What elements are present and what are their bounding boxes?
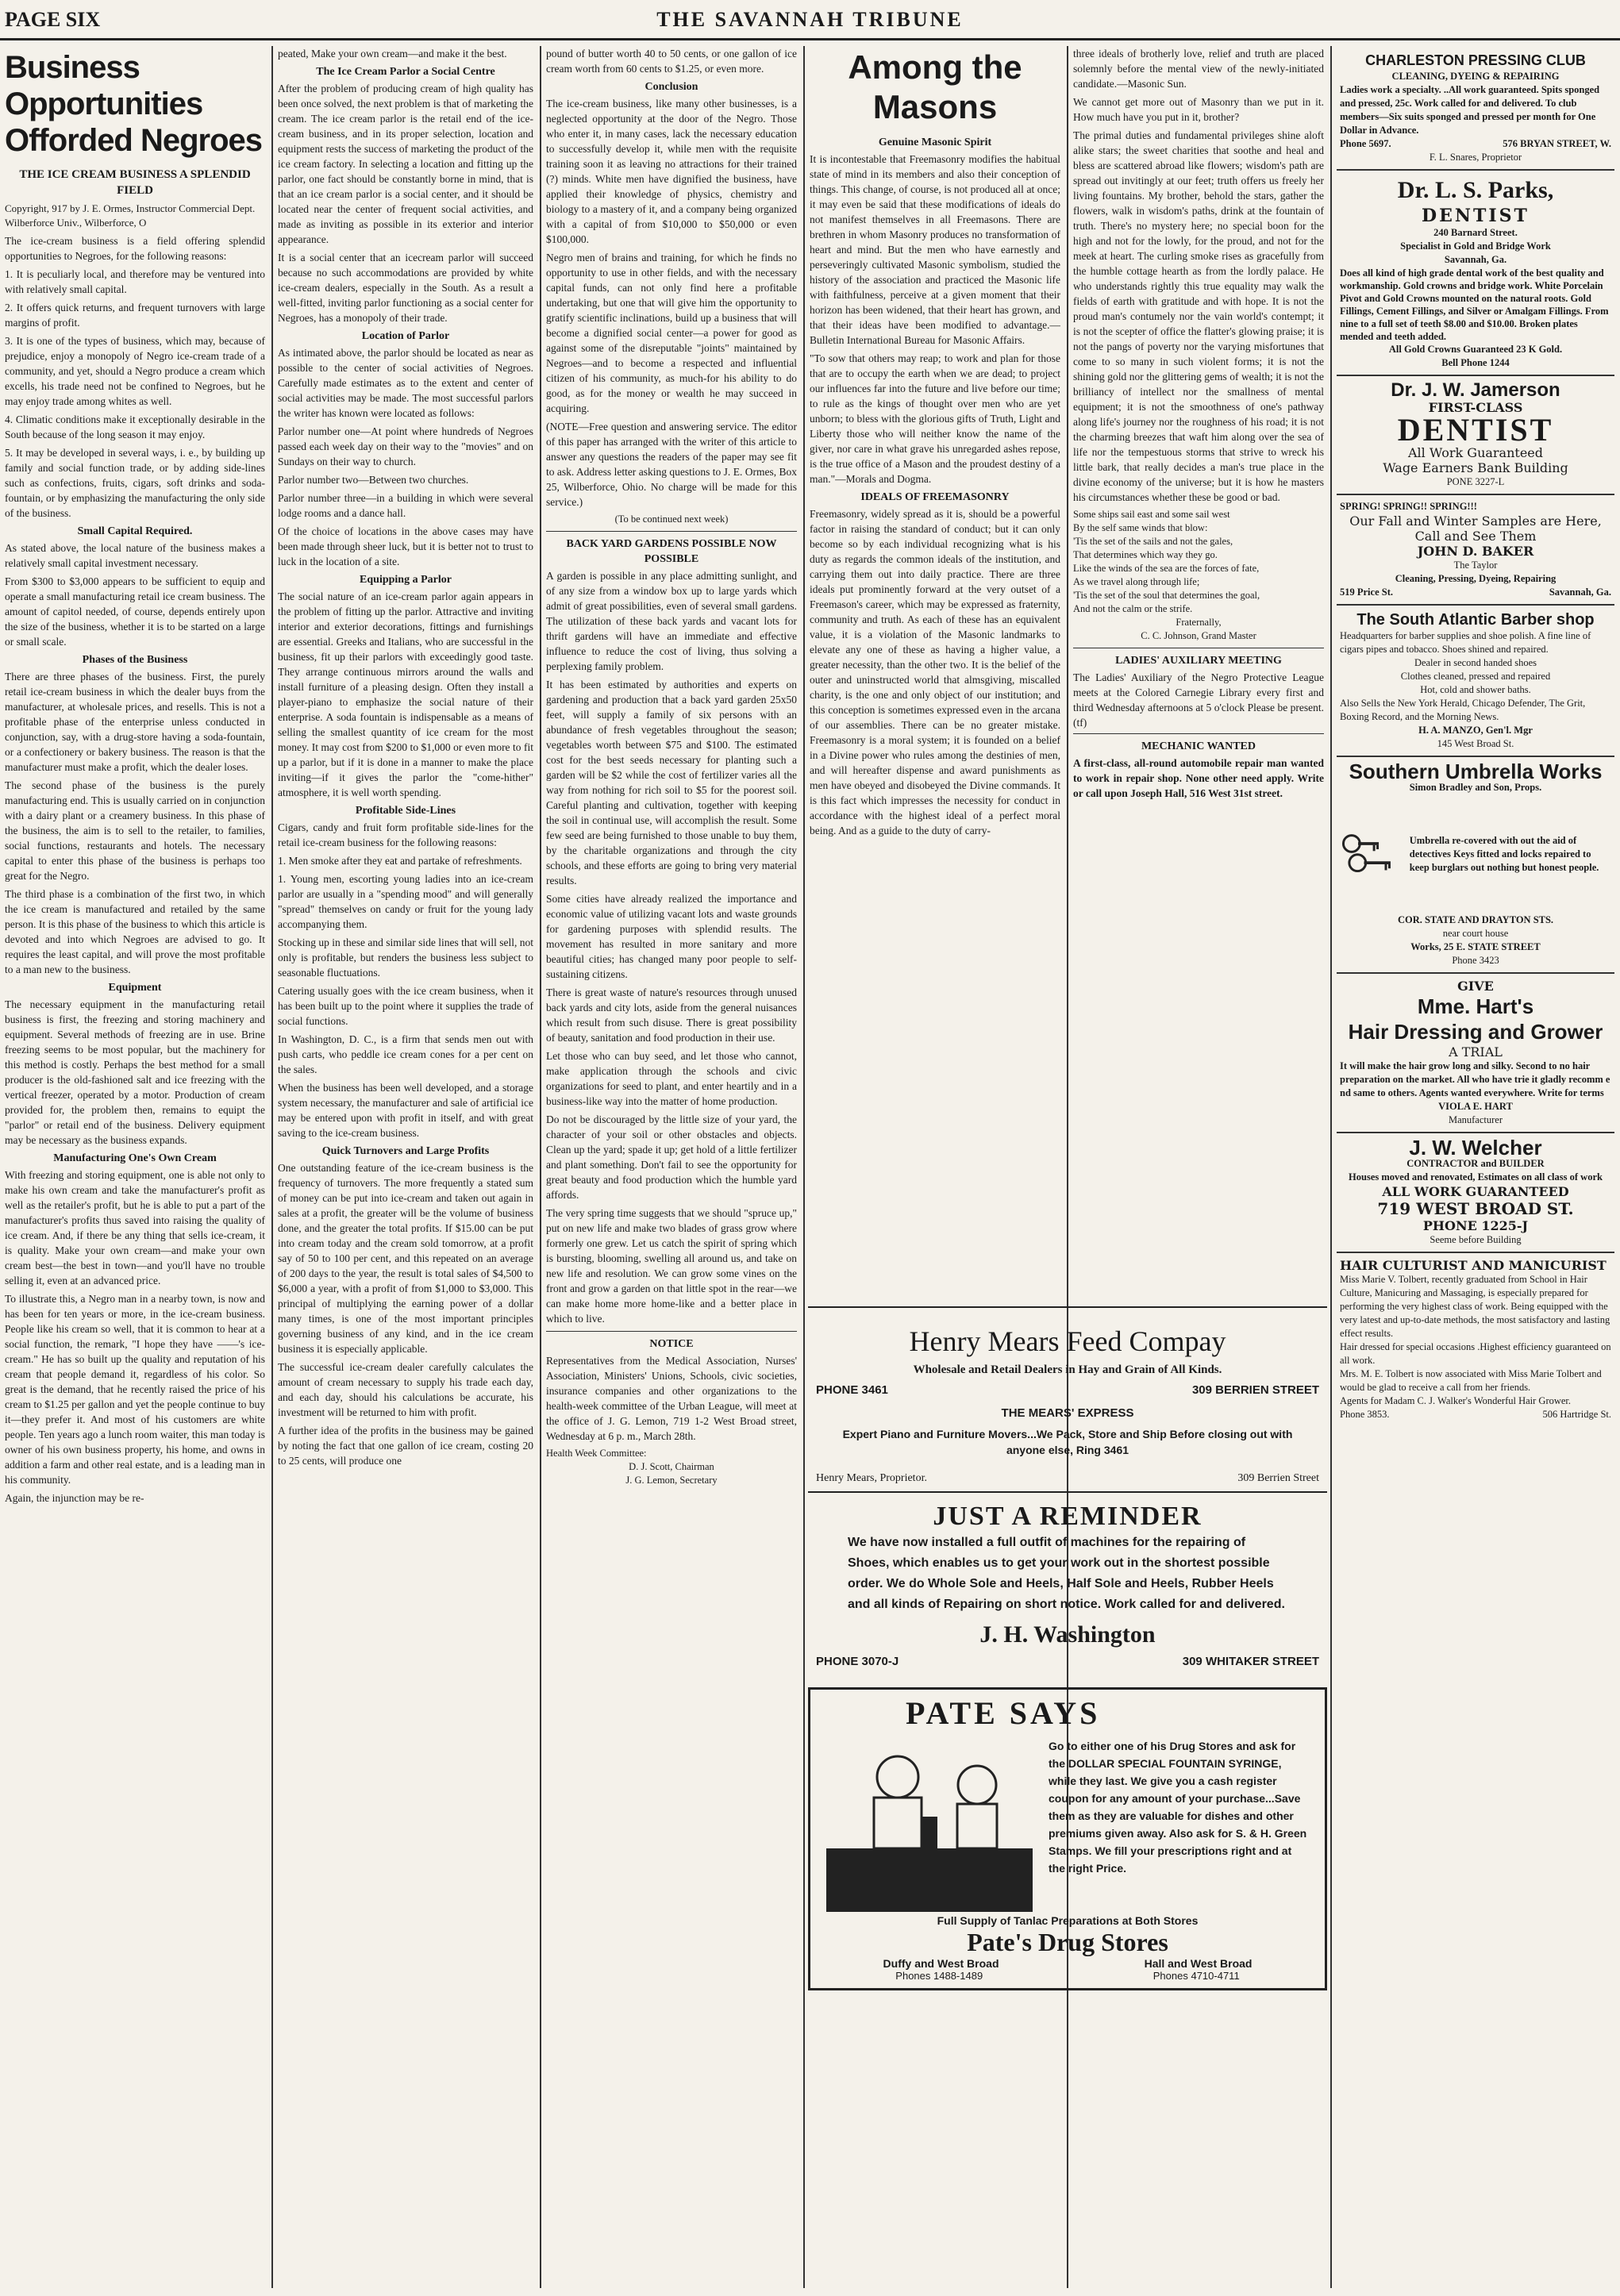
continued-note: (To be continued next week) — [614, 513, 729, 525]
ad-text: Expert Piano and Furniture Movers...We Pack, Store and Ship Before closing out with anyone else, Ring 3461 — [842, 1428, 1293, 1456]
ad-phone: PHONE 1225-J — [1422, 1218, 1529, 1233]
ad-address: Works, 25 E. STATE STREET — [1410, 941, 1541, 952]
committee-title: Health Week Committee: — [546, 1448, 647, 1459]
column-rule — [271, 46, 273, 2288]
ad-phones — [810, 1970, 1325, 1982]
reminder-ad — [808, 1491, 1327, 1676]
paragraph: Stocking up in these and similar side lines that will sell, not only is profitable, but renders the business less subject to seasonable fluctuations. — [278, 936, 533, 979]
paragraph: As stated above, the local nature of the business makes a relatively small capital investment necessary. — [5, 542, 265, 569]
section-heading: LADIES' AUXILIARY MEETING — [1073, 648, 1324, 668]
byline: Copyright, 917 by J. E. Ormes, Instructor Commercial Dept. Wilberforce Univ., Wilberforce, O — [5, 202, 256, 229]
paragraph: As intimated above, the parlor should be located as near as possible to the center of social activities of Negroes. Carefully made estimates as to the extent and center of social activities may be made. The most successful parlors the writer has known were located as follows: — [278, 347, 533, 419]
article-headline: Business Opportunities Offorded Negroes — [5, 50, 263, 158]
paragraph: pound of butter worth 40 to 50 cents, or one gallon of ice cream worth from 60 cents to $1.25, or even more. — [546, 48, 797, 75]
poem-line: 'Tis the set of the soul that determines the goal, — [1073, 590, 1260, 601]
section-heading: Equipment — [108, 982, 162, 994]
paragraph: peated, Make your own cream—and make it the best. — [278, 48, 507, 60]
ad-address: 240 Barnard Street. — [1433, 227, 1518, 238]
paragraph: A further idea of the profits in the business may be gained by noting the fact that one gallon of ice cream, costing 20 to 25 cents, will produce one — [278, 1425, 533, 1467]
ad-title: J. W. Welcher — [1409, 1136, 1542, 1160]
paragraph: After the problem of producing cream of high quality has been once solved, the next problem is that of marketing the cream. The ice cream parlor is the retail end of the ice-cream business, and in its proper selection, location and equipment rests the success of marketing the product of the ice cream factory. In selecting a location and fitting up the parlor, one fact should be constantly borne in mind, that is that an ice cream parlor is a social center, and it should be located near the center of frequent social activities, and made as inviting as possible in its exterior and interior appearance. — [278, 83, 533, 245]
section-heading: IDEALS OF FREEMASONRY — [860, 491, 1010, 503]
paragraph: 3. It is one of the types of business, which may, because of prejudice, enjoy a monopoly of Negro ice-cream trade of a community, and yet, should a Negro produce a cream which excells, his trade need not be confined to Negroes, but he may enjoy trade among whites as well. — [5, 335, 265, 407]
ad-proprietor-address: 309 Berrien Street — [1237, 1472, 1319, 1484]
ad-contact-row — [816, 1655, 1319, 1668]
paragraph: The necessary equipment in the manufacturing retail business is first, the freezing and storing machinery and equipment. Several methods of freezing are in use. Brine freezing seems to be most popular, but the machinery for this method is costly. Perhaps the best method for a small producer is the old-fashioned salt and ice freezing with the vertical freezer, operated by a motor. Production of cream provided for, the problem then, remains to equipt the "parlor" or retail end of the business. Delivery equipment may be necessary as the business expands. — [5, 998, 265, 1146]
paragraph: From $300 to $3,000 appears to be sufficient to equip and operate a small manufacturing retail ice cream business. The amount of capitol needed, of course, depends entirely upon the size of the business, whether it is to be started on a large or small scale. — [5, 575, 265, 648]
charleston-pressing-ad — [1337, 46, 1614, 169]
ad-location: Duffy and West Broad — [883, 1957, 999, 1970]
ad-title: The South Atlantic Barber shop — [1356, 611, 1595, 629]
ad-city: Savannah, Ga. — [1444, 254, 1507, 265]
ad-heading: DENTIST — [1397, 412, 1554, 448]
ad-proprietor: Henry Mears, Proprietor. — [816, 1472, 927, 1484]
section-heading: Phases of the Business — [82, 654, 188, 666]
ad-subtitle: The Taylor — [1453, 560, 1498, 571]
ad-title: Southern Umbrella Works — [1349, 760, 1603, 783]
ad-name: JOHN D. BAKER — [1417, 544, 1534, 559]
poem-line: And not the calm or the strife. — [1073, 603, 1193, 614]
ad-body — [1340, 794, 1611, 913]
section-heading: Quick Turnovers and Large Profits — [321, 1145, 490, 1157]
paragraph: The ice-cream business, like many other businesses, is a neglected opportunity at the door of the Negro. Those who enter it, in many cases, lack the necessary education to successfully develop it, while men with the requisite training soon it as leaving no attractions for their trained (?) minds. White men have dignified the business, have applied their knowledge of physics, chemistry and biology to a mastery of it, and a company being organized with a capital of from $10,000 to $50,000 or even $100,000. — [546, 98, 797, 245]
ad-address: 309 WHITAKER STREET — [1182, 1655, 1319, 1668]
ad-location: COR. STATE AND DRAYTON STS. — [1397, 914, 1554, 925]
section-heading: Small Capital Required. — [77, 525, 193, 537]
section-heading: NOTICE — [546, 1331, 797, 1352]
ad-contact-row — [1340, 1408, 1611, 1421]
column-3 — [546, 46, 797, 2288]
paragraph: 1. Men smoke after they eat and partake of refreshments. — [278, 855, 522, 867]
article-subhead: THE ICE CREAM BUSINESS A SPLENDID FIELD — [19, 168, 251, 197]
ad-text: Does all kind of high grade dental work of the best quality and workmanship. Gold crowns and bridge work. White Porcelain Pivot and Gold Crowns mounted on the natural roots. Gold Fillings, Cement Fillings, and Silver or Amalgam Fillings. From nine to a full set of teeth $8.00 and $10.00. Broken plates mended and teeth added. — [1340, 267, 1609, 342]
ad-phone: PHONE 3461 — [816, 1383, 888, 1397]
ad-line: Dealer in second handed shoes — [1414, 657, 1537, 668]
paragraph: Negro men of brains and training, for which he finds no opportunity to use in other fields, and with the necessary capital funds, can not only find here a profitable undertaking, but one that will give him the opportunity to gratify scientific inclinations, build up a business that will become a dignified social center—a power for good as against some of the disreputable "joints" maintained by Negroes—and to become a respected and influential citizen of his community, as much-for his ability to do good, as for the money or wealth he may succeed in acquiring. — [546, 252, 797, 414]
paragraph: The social nature of an ice-cream parlor again appears in the problem of fitting up the parlor. Attractive and inviting interior and exterior decorations, fittings and furnishings are essential. Greeks and Italians, who are successful in the business, fit up their parlors with exceedingly good taste. They arrange continuous mirrors around the walls and install furniture of a pleasing design. Often they install a player-piano to emphasize the social nature of their enterprise. A soda fountain is indispensable as a means of selling the smallest quantity of ice cream for the most money. It may cost from $200 to $1,000 or even more to fit up a parlor, but if it is done in a manner to make the place inviting—if it gives the parlor the "come-hither" atmosphere, it is well worth spending. — [278, 590, 533, 798]
paragraph: Let those who can buy seed, and let those who cannot, make application through the schools and civic organizations for seed to plant, and enter heartily and in a business-like way into the matter of home production. — [546, 1050, 797, 1107]
ad-guarantee: All Gold Crowns Guaranteed 23 K Gold. — [1388, 344, 1563, 355]
ad-subtitle: CLEANING, DYEING & REPAIRING — [1391, 71, 1560, 82]
ad-phone: Phone 3423 — [1452, 955, 1499, 966]
ad-phone: Phones 1488-1489 — [895, 1970, 983, 1982]
paragraph: (NOTE—Free question and answering service. The editor of this paper has arranged with the writer of this article to answer any questions the readers of the paper may see fit to ask. Address letter asking questions to J. E. Ormes, Box 25, Wilberforce, Ohio. No charge will be made for this service.) — [546, 421, 797, 508]
paragraph: Of the choice of locations in the above cases may have been made through sheer luck, but it is better not to trust to luck in the location of a site. — [278, 525, 533, 567]
ad-kicker: GIVE — [1457, 979, 1494, 994]
section-heading: MECHANIC WANTED — [1073, 733, 1324, 754]
paragraph: 2. It offers quick returns, and frequent turnovers with large margins of profit. — [5, 302, 265, 329]
paragraph: 5. It may be developed in several ways, i. e., by building up family and social function trade, or by adding side-lines such as confections, fruits, cigars, soft drinks and soda-fountain, or by emphasizing the manufacturing the only side of the business. — [5, 447, 265, 519]
paragraph: We cannot get more out of Masonry than we put in it. How much have you put in it, brother? — [1073, 96, 1324, 123]
ad-address: 506 Hartridge St. — [1542, 1409, 1611, 1420]
ad-proprietor-row — [816, 1472, 1319, 1485]
ad-title: JUST A REMINDER — [933, 1502, 1202, 1531]
newspaper-name: THE SAVANNAH TRIBUNE — [656, 8, 964, 31]
column-6-ads — [1337, 46, 1614, 2288]
poem-author: C. C. Johnson, Grand Master — [1141, 630, 1256, 641]
column-1 — [5, 46, 265, 2288]
parks-dentist-ad — [1337, 169, 1614, 375]
section-heading: Genuine Masonic Spirit — [878, 137, 992, 148]
section-heading: Manufacturing One's Own Cream — [53, 1152, 217, 1164]
ad-text: Go to either one of his Drug Stores and ask for the DOLLAR SPECIAL FOUNTAIN SYRINGE, while they last. We give you a cash register coupon for any amount of your purchase...Save them as they are valuable for dishes and other premiums given away. Also ask for S. & H. Green Stamps. We fill your prescriptions right and at the right Price. — [1049, 1740, 1307, 1875]
paragraph: Cigars, candy and fruit form profitable side-lines for the retail ice-cream business for the following reasons: — [278, 821, 533, 848]
ad-call: A TRIAL — [1449, 1044, 1503, 1060]
paragraph: 4. Climatic conditions make it exceptionally desirable in the South because of the long season it may enjoy. — [5, 413, 265, 440]
column-2 — [278, 46, 533, 2288]
paragraph: The Ladies' Auxiliary of the Negro Protective League meets at the Colored Carnegie Library every first and third Wednesday afternoons at 5 o'clock Please be present. (tf) — [1073, 671, 1324, 729]
section-heading: Profitable Side-Lines — [355, 805, 456, 817]
paragraph: A garden is possible in any place admitting sunlight, and of any size from a window box up to large yards which admit of great possibilities, even of several small gardens. The utilization of these back yards and vacant lots for thrift gardens will have an immediate and effective influence to reduce the cost of living, thus solving a perplexing family problem. — [546, 570, 797, 672]
ad-title: CHARLESTON PRESSING CLUB — [1365, 52, 1586, 68]
paragraph: It has been estimated by authorities and experts on gardening and production that a back yard garden 25x50 feet, will supply a family of six persons with an abundance of fresh vegetables throughout the season; vegetables worth between $75 and $100. The estimated cost for the best seeds necessary for planting such a garden will be $2 while the cost of fertilizer varies all the way from nothing for rich soil to $5 for the poorest soil. Careful planting and cultivation, together with keeping the soil in continual use, will accomplish the result. Some few seed are being furnished to those unable to buy them, by the charitable organizations and through the city schools, and these efforts are going to bring very material results. — [546, 679, 797, 886]
paragraph: three ideals of brotherly love, relief and truth are placed solemnly before the mental view of the newly-initiated candidate.—Masonic Sun. — [1073, 48, 1324, 90]
ad-subtitle: CONTRACTOR and BUILDER — [1406, 1158, 1545, 1169]
paragraph: Again, the injunction may be re- — [5, 1492, 144, 1504]
ad-address: 719 WEST BROAD ST. — [1377, 1199, 1574, 1218]
advertisement-block — [808, 1306, 1327, 1982]
umbrella-works-ad — [1337, 756, 1614, 972]
paragraph: Representatives from the Medical Association, Nurses' Association, Ministers' Unions, Schools, civic societies, insurance companies and other organizations to the health-week committee of the Urban League, will meet at the office of J. G. Lemon, 719 1-2 West Broad street, Wednesday at 6 p. m., March 28th. — [546, 1355, 797, 1442]
ad-phone: Phone 3853. — [1340, 1409, 1390, 1420]
paragraph: Freemasonry, widely spread as it is, should be a powerful factor in raising the standard of conduct; but it can only become so by each individual recognizing what is his duty as regards the common ideals of the institution, and carrying them out into daily practice. There are three ideals put prominently forward at the very outset of a Freemason's career, which may be expressed as fraternity, community and truth. As each of these has an equivalent value, it is a violation of the Masonic landmarks to elevate any one of these as having a higher value, a greater necessity, than the other two. It is the belief of the outer and uninstructed world that almsgiving, miscalled charity, is the one and only object of our institution; and this conception is sometimes expressed even in the arcana of our assemblies. There can be no greater mistake. Freemasonry is a moral system; it is founded on a belief in a Divine power who rules among the destinies of men, and will hereafter dispense and award punishments as men have obeyed and disobeyed the Divine commands. It is this fact which impresses the necessity for conduct in accordance with the highest ideal of a perfect moral being. And as a guide to the duty of carry- — [810, 508, 1060, 836]
poem-line: As we travel along through life; — [1073, 576, 1200, 587]
ad-text: Miss Marie V. Tolbert, recently graduated from School in Hair Culture, Manicuring and Massaging, is especially prepared for performing the very highest class of work. Being equipped with the very latest and up-to-date methods, the most satisfactory and lasting effect results. — [1340, 1274, 1610, 1339]
ad-name: VIOLA E. HART — [1438, 1101, 1513, 1112]
ad-contact-row — [1340, 586, 1611, 599]
ad-text: All Work Guaranteed — [1407, 445, 1544, 460]
ad-subtitle: DENTIST — [1422, 206, 1530, 226]
committee-member: D. J. Scott, Chairman — [629, 1461, 714, 1472]
paragraph: Do not be discouraged by the little size of your yard, the character of your soil or other obstacles and objects. Clean up the yard; spade it up; get hold of a little fertilizer and plant something. Don't fail to see the opportunity for great beauty and food production which the humble yard affords. — [546, 1113, 797, 1201]
section-heading: The Ice Cream Parlor a Social Centre — [316, 66, 495, 78]
ad-store-name: Pate's Drug Stores — [967, 1928, 1168, 1956]
paragraph: The third phase is a combination of the first two, in which the ice cream is manufactured and retailed by the same person. It is this phase of the business to which this article is devoted and into which Negroes are advised to go. It requires the least capital, and will prove the most profitable to a man new to the business. — [5, 888, 265, 975]
paragraph: When the business has been well developed, and a storage system necessary, the manufacturer and sale of artificial ice may be entered upon with profit in itself, and with great saving to the ice-cream business. — [278, 1082, 533, 1139]
ad-guarantee: ALL WORK GUARANTEED — [1382, 1184, 1569, 1199]
column-rule — [1330, 46, 1332, 2288]
ad-text: Mrs. M. E. Tolbert is now associated with Miss Marie Tolbert and would be glad to receive a call from her friends. — [1340, 1368, 1602, 1393]
ad-specialty: Specialist in Gold and Bridge Work — [1400, 240, 1551, 252]
column-rule — [803, 46, 805, 2288]
paragraph: The successful ice-cream dealer carefully calculates the amount of cream necessary to supply his trade each day, and each day, should his calculations be accurate, his investment will be returned to him with profit. — [278, 1361, 533, 1418]
ad-text: Our Fall and Winter Samples are Here, Call and See Them — [1349, 513, 1602, 544]
ad-phone: Phones 4710-4711 — [1152, 1970, 1240, 1982]
keys-icon — [1340, 794, 1405, 913]
paragraph: 1. Young men, escorting young ladies into an ice-cream parlor are usually in a "spending mood" and will generally "spread" themselves on candy or fruit for the young lady accompanying them. — [278, 873, 533, 930]
ad-line: Hot, cold and shower baths. — [1420, 684, 1531, 695]
tolbert-hair-ad — [1337, 1252, 1614, 1426]
ad-title: Mme. Hart's — [1417, 994, 1534, 1018]
paragraph: "To sow that others may reap; to work and plan for those that are to occupy the earth when we are dead; to project our influences far into the future and live before our time; to rule as the kings of thought over men who are yet unborn; to bless with the glorious gifts of Truth, Light and Liberty those who will neither know the name of the giver, nor care in what grave his unregarded ashes repose, is the true office of a Mason and the proudest destiny of a man."—Morals and Dogma. — [810, 352, 1060, 485]
ad-phone: Bell Phone 1244 — [1441, 357, 1510, 368]
baker-tailor-ad — [1337, 494, 1614, 604]
poem-signoff: Fraternally, — [1176, 617, 1222, 628]
ad-title: Dr. J. W. Jamerson — [1391, 379, 1560, 401]
hart-hair-ad — [1337, 972, 1614, 1132]
ad-services: Cleaning, Pressing, Dyeing, Repairing — [1395, 573, 1557, 584]
ad-phone: PONE 3227-L — [1446, 476, 1505, 487]
ad-supply-note: Full Supply of Tanlac Preparations at Both Stores — [937, 1914, 1199, 1927]
ad-locations — [810, 1957, 1325, 1970]
welcher-builder-ad — [1337, 1132, 1614, 1252]
section-heading: BACK YARD GARDENS POSSIBLE NOW POSSIBLE — [546, 531, 797, 567]
ad-address: 309 BERRIEN STREET — [1191, 1383, 1319, 1397]
ad-tagline: Seeme before Building — [1430, 1234, 1522, 1245]
ad-phone: PHONE 3070-J — [816, 1655, 899, 1668]
ad-text: Houses moved and renovated, Estimates on all class of work — [1349, 1171, 1603, 1183]
pharmacist-illustration — [826, 1737, 1033, 1912]
mears-ad — [808, 1306, 1327, 1491]
section-heading: Equipping a Parlor — [360, 574, 452, 586]
ad-text: Hair dressed for special occasions .Highest efficiency guaranteed on all work. — [1340, 1341, 1611, 1366]
ad-title: SPRING! SPRING!! SPRING!!! — [1340, 501, 1477, 512]
paragraph: Parlor number three—in a building in which were several lodge rooms and a dance hall. — [278, 492, 533, 519]
paragraph: There is great waste of nature's resources through unused back yards and city lots, aside from the general nuisances which result from such disuse. There is great possibility of beauty, sanitation and food production in their use. — [546, 986, 797, 1044]
poem-line: Some ships sail east and some sail west — [1073, 509, 1230, 520]
ad-manager: H. A. MANZO, Gen'l. Mgr — [1418, 725, 1533, 736]
ad-role: Manufacturer — [1448, 1114, 1503, 1125]
ad-subtitle: Hair Dressing and Grower — [1348, 1020, 1603, 1044]
ad-title: PATE SAYS — [906, 1695, 1101, 1731]
poem-line: That determines which way they go. — [1073, 549, 1218, 560]
section-heading: Location of Parlor — [361, 330, 450, 342]
section-headline: Among the Masons — [848, 48, 1022, 125]
committee-member: J. G. Lemon, Secretary — [625, 1475, 718, 1486]
paragraph: The primal duties and fundamental privileges shine aloft alike stars; the sweet charities that soothe and heal and bless are scattered abroad like flowers; wisdom's path are spread out invitingly at our feet; truth offers us freely her living fountains. My brother, behold the stars, gather the flowers, walk in wisdom's paths, drink at the fountain of truth. There's no mystery here; no special boon for the high and not for the lowly, for the proud, and not for the meek at heart. The curling smoke rises as gracefully from the humble cottage hearth as from the lordly palace. He who understands rightly this true equality may walk the fields of earth with gratitude and with hope. It is not the proud man's contumely nor the vain world's contempt; it is not the scepter of office the flatter's glowing praise; it is not the pangs of poverty nor the varying misfortunes that come to so many in such violent forms; it is not the shining gold nor the glittering gems of wealth; it is not the brilliancy of intellect nor the smallness of mental equipment; it is not the smoothness of one's pathway along life's journey nor the roughness of his road; it is not the charming breezes that waft him along over the sea of life nor the tempestuous storms that strive to wreck his little bark, that really decides a man's true place in the divine economy of the universe; but it is how he masters his circumstances whether these be good or bad. — [1073, 129, 1324, 503]
ad-location: Hall and West Broad — [1144, 1957, 1253, 1970]
ad-address: Wage Earners Bank Building — [1383, 460, 1568, 475]
ad-subtitle: Wholesale and Retail Dealers in Hay and Grain of All Kinds. — [913, 1363, 1222, 1376]
paragraph: The very spring time suggests that we should "spruce up," put on new life and make two blades of grass grow where formerly one grew. Let us catch the spirit of spring which is bursting, blooming, swelling all around us, and take on new life and resolution. We can grow some vines on the front and grow a garden on that little spot in the rear—we can make home more home-like and a better place in which to live. — [546, 1207, 797, 1325]
ad-title: Dr. L. S. Parks, — [1397, 177, 1554, 203]
paragraph: Parlor number two—Between two churches. — [278, 474, 469, 486]
ad-section-title: THE MEARS' EXPRESS — [1001, 1406, 1134, 1420]
poem-line: By the self same winds that blow: — [1073, 522, 1208, 533]
column-rule — [540, 46, 541, 2288]
ad-text: Umbrella re-covered with out the aid of detectives Keys fitted and locks repaired to keep burglars out nothing but honest people. — [1409, 834, 1599, 873]
paragraph: A first-class, all-round automobile repair man wanted to work in repair shop. None other need apply. Write or call upon Joseph Hall, 516 West 31st street. — [1073, 757, 1324, 799]
ad-title: Henry Mears Feed Compay — [909, 1325, 1226, 1357]
paragraph: 1. It is peculiarly local, and therefore may be ventured into with relatively small capital. — [5, 268, 265, 295]
paragraph: In Washington, D. C., is a firm that sends men out with push carts, who peddle ice cream cones for a per cent on the sales. — [278, 1033, 533, 1075]
paragraph: There are three phases of the business. First, the purely retail ice-cream business in which the dealer buys from the manufacturer, at wholesale prices, and resells. This is not a profitable phase of the enterprise unless conducted in conjunction, say, with a drug-store having a soda-fountain, or a confectionery or bakery business. The reason is that the manufacturer must make a profit, which the dealer loses. — [5, 671, 265, 773]
pate-footer — [810, 1914, 1325, 1982]
ad-line: Also Sells the New York Herald, Chicago Defender, The Grit, Boxing Record, and the Morning News. — [1340, 698, 1586, 722]
masthead — [0, 0, 1620, 40]
paragraph: Some cities have already realized the importance and economic value of utilizing vacant lots and waste grounds for gardening purposes with splendid results. The movement has resulted in more sanitary and more beautiful cities; has changed many poor people to self-sustaining citizens. — [546, 893, 797, 980]
paragraph: It is a social center that an icecream parlor will succeed because no such accommodations are provided by white ice-cream dealers, especially in the South. As a result a well-fitted, inviting parlor functioning as a social center for Negroes, has a monopoly of their trade. — [278, 252, 533, 324]
paragraph: To illustrate this, a Negro man in a nearby town, is now and has been for ten years or more, in the ice-cream business. People like his cream so well, that it is common to hear at a social function, the remark, "I hope they have ——'s ice-cream." He has so built up the quality and reputation of his cream that people demand it, regardless of his color. So great is the demand, that he recently raised the price of his cream to $1.25 per gallon and yet the people continue to buy it—they prefer it. And most of his customers are white people. Ten years ago a lunch room waiter, this man today is owner of his own business property, his home, and owns in addition a farm and other real estate, and is a leading man in his community. — [5, 1293, 265, 1486]
ad-city: Savannah, Ga. — [1549, 586, 1611, 598]
ad-contact-row — [1340, 137, 1611, 151]
jamerson-dentist-ad — [1337, 375, 1614, 494]
paragraph: Parlor number one—At point where hundreds of Negroes passed each week day on their way to the "movies" and on Sundays on their way to church. — [278, 425, 533, 467]
ad-text: We have now installed a full outfit of machines for the repairing of Shoes, which enables us to get your work out in the shortest possible order. We do Whole Sole and Heels, Half Sole and Heels, Rubber Heels and all kinds of Repairing on short notice. Work called for and delivered. — [848, 1536, 1285, 1611]
column-5 — [1073, 46, 1324, 1300]
ad-subtitle: Simon Bradley and Son, Props. — [1409, 782, 1542, 793]
ad-subtitle: FIRST-CLASS — [1428, 400, 1523, 415]
page-number: PAGE SIX — [5, 8, 101, 31]
ad-location-note: near court house — [1442, 928, 1509, 939]
ad-contact-row — [816, 1383, 1319, 1397]
section-heading: Conclusion — [645, 81, 698, 93]
pate-ad — [808, 1687, 1327, 1990]
ad-name: J. H. Washington — [979, 1621, 1156, 1648]
paragraph: It is incontestable that Freemasonry modifies the habitual state of mind in its members and also their conception of things. This change, of course, is not produced all at once; it may even be said that these modifications of ideals do not manifest themselves in all Freemasons. There are brethren in whom Masonry produces no transformation of heart and mind. But the men who have earnestly and perseveringly cultivated Masonic symbolism, studied the history of the association and practiced the Masonic life with faithfulness, perceive at a given moment that their horizon has been widened, that their heart has grown, and that their ideas have been modified to advantage.—Bulletin International Bureau for Masonic Affairs. — [810, 153, 1060, 346]
poem-line: 'Tis the set of the sails and not the gales, — [1073, 536, 1233, 547]
ad-text: Headquarters for barber supplies and shoe polish. A fine line of cigars pipes and tobacco. Shoes shined and repaired. — [1340, 630, 1591, 655]
paragraph: With freezing and storing equipment, one is able not only to make his own cream and take the manufacturer's profit as well as the retailer's profit, but he is able to put a part of the manufacturer's profits thus saved into raising the quality of ice cream. And, if there be any thing that sells ice-cream, it is quality. Make your own cream—and make your own cream best—the best in town—and you'll have no trouble selling it, even at an advanced price. — [5, 1169, 265, 1286]
ad-address: 519 Price St. — [1340, 586, 1393, 598]
ad-address: 145 West Broad St. — [1437, 738, 1514, 749]
ad-proprietor: F. L. Snares, Proprietor — [1429, 152, 1522, 163]
ad-text: It will make the hair grow long and silky. Second to no hair preparation on the market. All who have trie it gladly recomm e nd same to others. Agents wanted everywhere. Write for terms — [1340, 1060, 1610, 1098]
ad-text: Agents for Madam C. J. Walker's Wonderful Hair Grower. — [1340, 1395, 1572, 1406]
ad-line: Clothes cleaned, pressed and repaired — [1400, 671, 1551, 682]
poem-line: Like the winds of the sea are the forces of fate, — [1073, 563, 1260, 574]
paragraph: The ice-cream business is a field offering splendid opportunities to Negroes, for the following reasons: — [5, 235, 265, 262]
paragraph: Catering usually goes with the ice cream business, when it has been built up to the point where it supplies the trade of social functions. — [278, 985, 533, 1027]
barber-shop-ad — [1337, 604, 1614, 756]
paragraph: One outstanding feature of the ice-cream business is the frequency of turnovers. The more frequently a stated sum of money can be put into ice-cream and taken out again in sales at a profit, the greater will be the volume of business done, and the greater the total profits. If $15.00 can be put into cream today and the cream sold tomorrow, at a profit say of 50 to 100 per cent, and this repeated on an average of 200 days to the year, the result is total sales of $4,500 to $6,000 a year, with a profit of from $1,000 to $3,000. This principal of multiplying the earning power of a dollar many times, is one of the most important principles governing business of any kind, and in the ice cream business it is especially applicable. — [278, 1162, 533, 1355]
ad-address: 576 BRYAN STREET, W. — [1503, 138, 1611, 149]
paragraph: The second phase of the business is the purely manufacturing end. This is usually carried on in conjunction with a dairy plant or a creamery business. In this phase of the business, the aim is to sell to the retailer, to families, social functions, restaurants and hotels. The necessary capital to enter this phase of the business is perhaps too great for the Negro. — [5, 779, 265, 882]
column-4 — [810, 46, 1060, 1300]
ad-title: HAIR CULTURIST AND MANICURIST — [1340, 1258, 1607, 1273]
ad-text: Ladies work a specialty. ..All work guaranteed. Spits sponged and pressed, 25c. Work called for and delivered. To club members—Six suits sponged and pressed per month for One Dollar in Advance. — [1340, 84, 1600, 136]
ad-phone: Phone 5697. — [1340, 138, 1391, 149]
